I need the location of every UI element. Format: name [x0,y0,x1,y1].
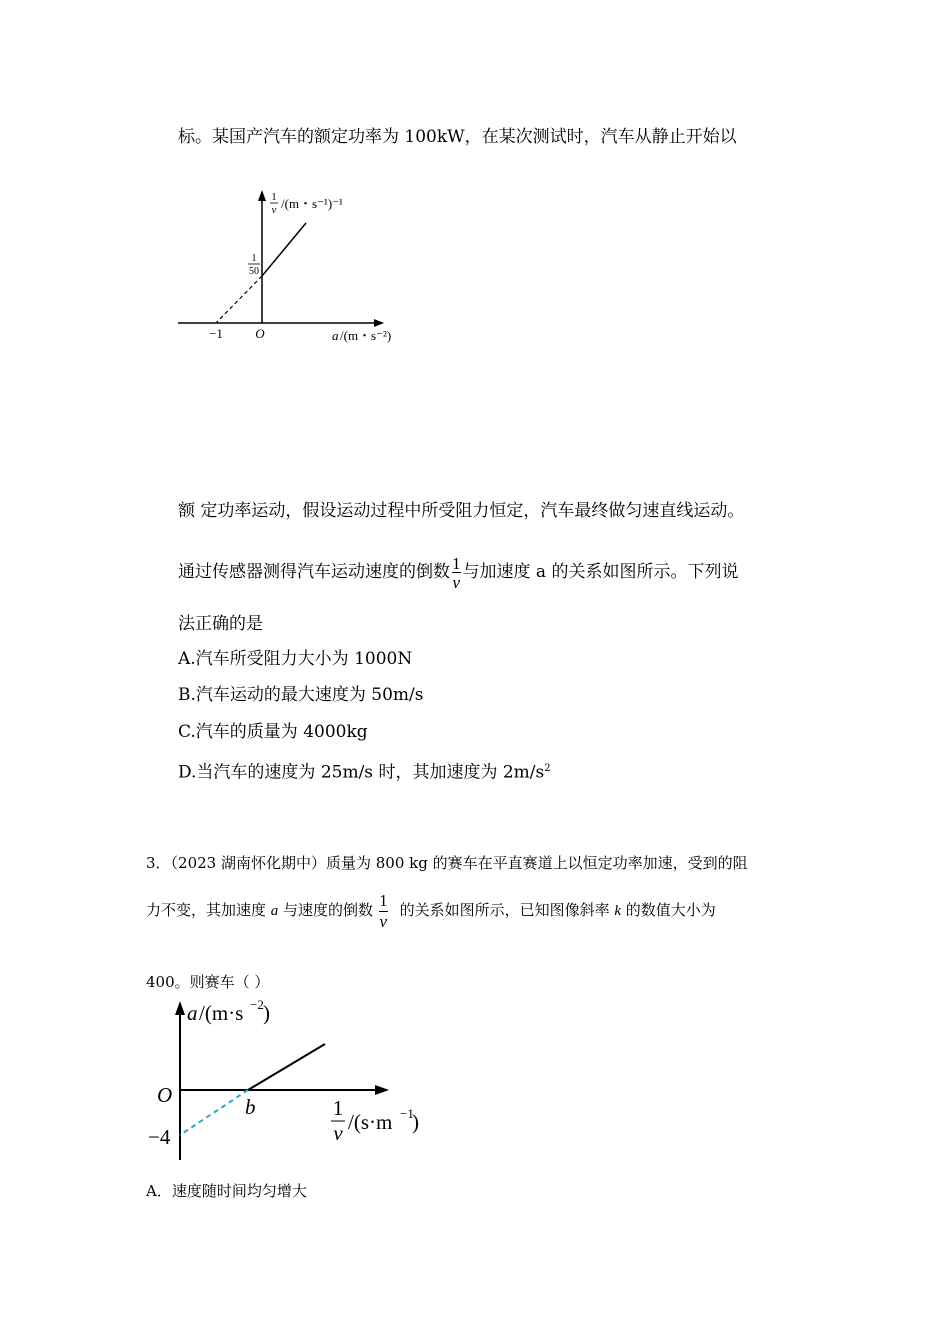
graph1-intercept-num: 1 [251,253,257,264]
q2-line4: 法正确的是 [178,614,263,634]
q2-option-d-exp: 2 [544,763,551,774]
graph1-x-neg: −1 [209,326,223,341]
graph2-x-close: ) [412,1110,419,1134]
q3-fraction [379,892,388,930]
graph1-y-arrow [258,190,266,201]
q2-option-d [178,758,551,784]
graph2-y-var: a [187,1001,198,1025]
graph1-y-den: v [271,204,277,216]
graph1-x-unit: /(m・s⁻²) [340,328,392,343]
graph2-y-close: ) [263,1001,270,1025]
q2-option-a: A.汽车所受阻力大小为 1000N [178,649,413,669]
q2-option-d-text: D.当汽车的速度为 25m/s 时，其加速度为 2m/s [178,762,545,783]
q2-option-b: B.汽车运动的最大速度为 50m/s [178,685,424,705]
q2-line3-fraction [452,555,461,591]
fraction-numerator: 1 [379,891,388,910]
q3-var-a: a [270,903,279,919]
graph1-dashed-line [216,276,262,323]
q3-line2-c: 的关系如图所示，已知图像斜率 [399,901,615,919]
graph2-x-arrow [375,1085,389,1095]
graph2-y-unit: /(m·s [199,1001,244,1025]
q3-line3: 400。则赛车（ ） [146,973,270,991]
q2-line3 [178,552,738,592]
graph2-x-unit: /(s·m [348,1110,393,1134]
q2-option-c: C.汽车的质量为 4000kg [178,722,368,742]
q3-line1: 3．（2023 湖南怀化期中）质量为 800 kg 的赛车在平直赛道上以恒定功率加速，受到的阻 [146,854,748,872]
graph1-y-unit: /(m・s⁻¹)⁻¹ [281,196,343,211]
fraction-denominator: v [452,572,461,592]
q2-line2: 额 定功率运动，假设运动过程中所受阻力恒定，汽车最终做匀速直线运动。 [178,501,745,521]
graph1-intercept-den: 50 [249,266,259,277]
graph1-solid-line [262,223,306,276]
graph1-y-num: 1 [271,191,277,203]
fraction-denominator: v [379,912,388,931]
graph2-dashed-line [180,1090,248,1135]
q2-line3-post: 与加速度 a 的关系如图所示。下列说 [462,562,739,582]
fraction-numerator: 1 [452,553,461,573]
graph2-x-den: v [333,1121,343,1145]
graph2-x-num: 1 [332,1096,344,1120]
graph2-origin: O [157,1083,173,1107]
graph2-solid-line [248,1044,325,1090]
q2-line3-pre: 通过传感器测得汽车运动速度的倒数 [178,562,450,582]
q3-line2-b: 与速度的倒数 [278,901,374,919]
q3-line2-a: 力不变，其加速度 [146,901,271,919]
q3-graph [145,995,430,1170]
graph2-x-exp: −1 [400,1106,414,1121]
q3-option-a: A．速度随时间均匀增大 [146,1182,307,1200]
graph2-neg-label: −4 [148,1125,171,1149]
graph2-b-label: b [245,1095,256,1119]
q2-graph [170,185,415,350]
q3-line2 [146,888,716,933]
graph1-x-var: a [332,328,339,343]
q2-intro-line: 标。某国产汽车的额定功率为 100kW，在某次测试时，汽车从静止开始以 [178,127,737,147]
q3-var-k: k [614,903,622,919]
graph2-y-arrow [175,1001,185,1015]
graph2-y-exp: −2 [250,997,264,1012]
q3-line2-d: 的数值大小为 [621,901,716,919]
graph1-origin: O [255,326,265,341]
graph1-x-arrow [374,319,384,327]
